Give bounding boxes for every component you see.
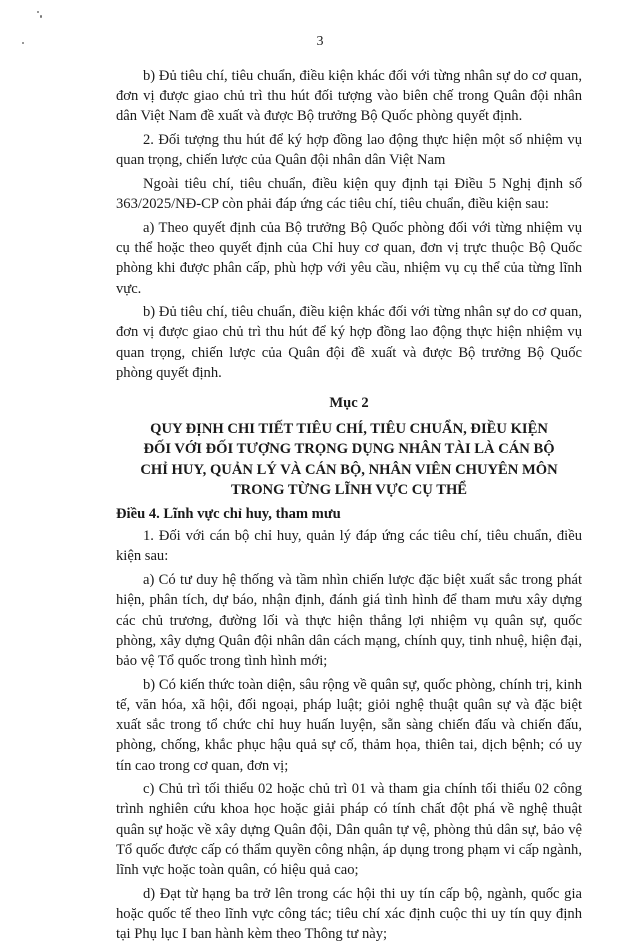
section-title-line: ĐỐI VỚI ĐỐI TƯỢNG TRỌNG DỤNG NHÂN TÀI LÀ CÁN BỘ bbox=[143, 441, 555, 458]
page-number: 3 bbox=[316, 34, 324, 49]
section-label: Mục 2 bbox=[329, 395, 369, 412]
paragraph: b) Có kiến thức toàn diện, sâu rộng về quân sự, quốc phòng, chính trị, kinh tế, văn hóa, xã hội, đối ngoại, pháp luật; giỏi nghệ thuật quân sự và đặc biệt xuất sắc trong tổ chức chỉ huy huấn luyện, sẵn sàng chiến đấu và chiến đấu, phòng, chống, khắc phục hậu quả sự cố, thảm họa, thiên tai, dịch bệnh; có uy tín cao trong cơ quan, đơn vị; bbox=[116, 676, 582, 774]
paragraph: 1. Đối với cán bộ chỉ huy, quản lý đáp ứng các tiêu chí, tiêu chuẩn, điều kiện sau: bbox=[116, 528, 582, 565]
scan-speck bbox=[37, 11, 39, 13]
paragraph: a) Có tư duy hệ thống và tầm nhìn chiến lược đặc biệt xuất sắc trong phát hiện, phân tích, dự báo, nhận định, đánh giá tình hình để tham mưu xây dựng các chủ trương, đường lối và thực hiện thắng lợi nhiệm vụ quân sự, quốc phòng, xây dựng Quân đội nhân dân cách mạng, chính quy, tinh nhuệ, hiện đại, bảo vệ Tổ quốc trong tình hình mới; bbox=[116, 572, 582, 669]
paragraph: d) Đạt từ hạng ba trở lên trong các hội thi uy tín cấp bộ, ngành, quốc gia hoặc quốc tế theo lĩnh vực công tác; tiêu chí xác định cuộc thi uy tín quy định tại Phụ lục I ban hành kèm theo Thông tư này; bbox=[116, 885, 582, 943]
section-title bbox=[116, 419, 582, 500]
paragraph: Ngoài tiêu chí, tiêu chuẩn, điều kiện quy định tại Điều 5 Nghị định số 363/2025/NĐ-CP còn phải đáp ứng các tiêu chí, tiêu chuẩn, điều kiện sau: bbox=[116, 176, 582, 213]
paragraph: 2. Đối tượng thu hút để ký hợp đồng lao động thực hiện một số nhiệm vụ quan trọng, chiến lược của Quân đội nhân dân Việt Nam bbox=[116, 132, 582, 169]
section-title-line: CHỈ HUY, QUẢN LÝ VÀ CÁN BỘ, NHÂN VIÊN CHUYÊN MÔN bbox=[140, 461, 558, 478]
article-heading: Điều 4. Lĩnh vực chỉ huy, tham mưu bbox=[116, 506, 341, 523]
paragraph: b) Đủ tiêu chí, tiêu chuẩn, điều kiện khác đối với từng nhân sự do cơ quan, đơn vị được giao chủ trì thu hút đối tượng vào biên chế trong Quân đội nhân dân Việt Nam đề xuất và được Bộ trưởng Bộ Quốc phòng quyết định. bbox=[116, 68, 582, 125]
paragraph: c) Chủ trì tối thiểu 02 hoặc chủ trì 01 và tham gia chính tối thiểu 02 công trình nghiên cứu khoa học hoặc giải pháp có tính chất đột phá về nghệ thuật quân sự hoặc về xây dựng Quân đội, Dân quân tự vệ, phòng thủ dân sự, bảo vệ Tổ quốc được cấp có thẩm quyền công nhận, áp dụng trong phạm vi cấp ngành, lĩnh vực hoặc toàn quân, có hiệu quả cao; bbox=[116, 781, 582, 879]
paragraph: b) Đủ tiêu chí, tiêu chuẩn, điều kiện khác đối với từng nhân sự do cơ quan, đơn vị được giao chủ trì thu hút để ký hợp đồng lao động thực hiện nhiệm vụ quan trọng, chiến lược của Quân đội đề xuất và được Bộ trưởng Bộ Quốc phòng quyết định. bbox=[116, 304, 582, 381]
scan-speck bbox=[40, 15, 42, 18]
paragraph: a) Theo quyết định của Bộ trưởng Bộ Quốc phòng đối với từng nhiệm vụ cụ thể hoặc theo quyết định của Chỉ huy cơ quan, đơn vị trực thuộc Bộ Quốc phòng khi được phân cấp, phù hợp với yêu cầu, nhiệm vụ cụ thể của từng lĩnh vực. bbox=[116, 219, 582, 297]
document-body bbox=[116, 66, 582, 948]
section-title-line: TRONG TỪNG LĨNH VỰC CỤ THỂ bbox=[230, 481, 468, 498]
section-title-line: QUY ĐỊNH CHI TIẾT TIÊU CHÍ, TIÊU CHUẨN, ĐIỀU KIỆN bbox=[150, 421, 548, 438]
